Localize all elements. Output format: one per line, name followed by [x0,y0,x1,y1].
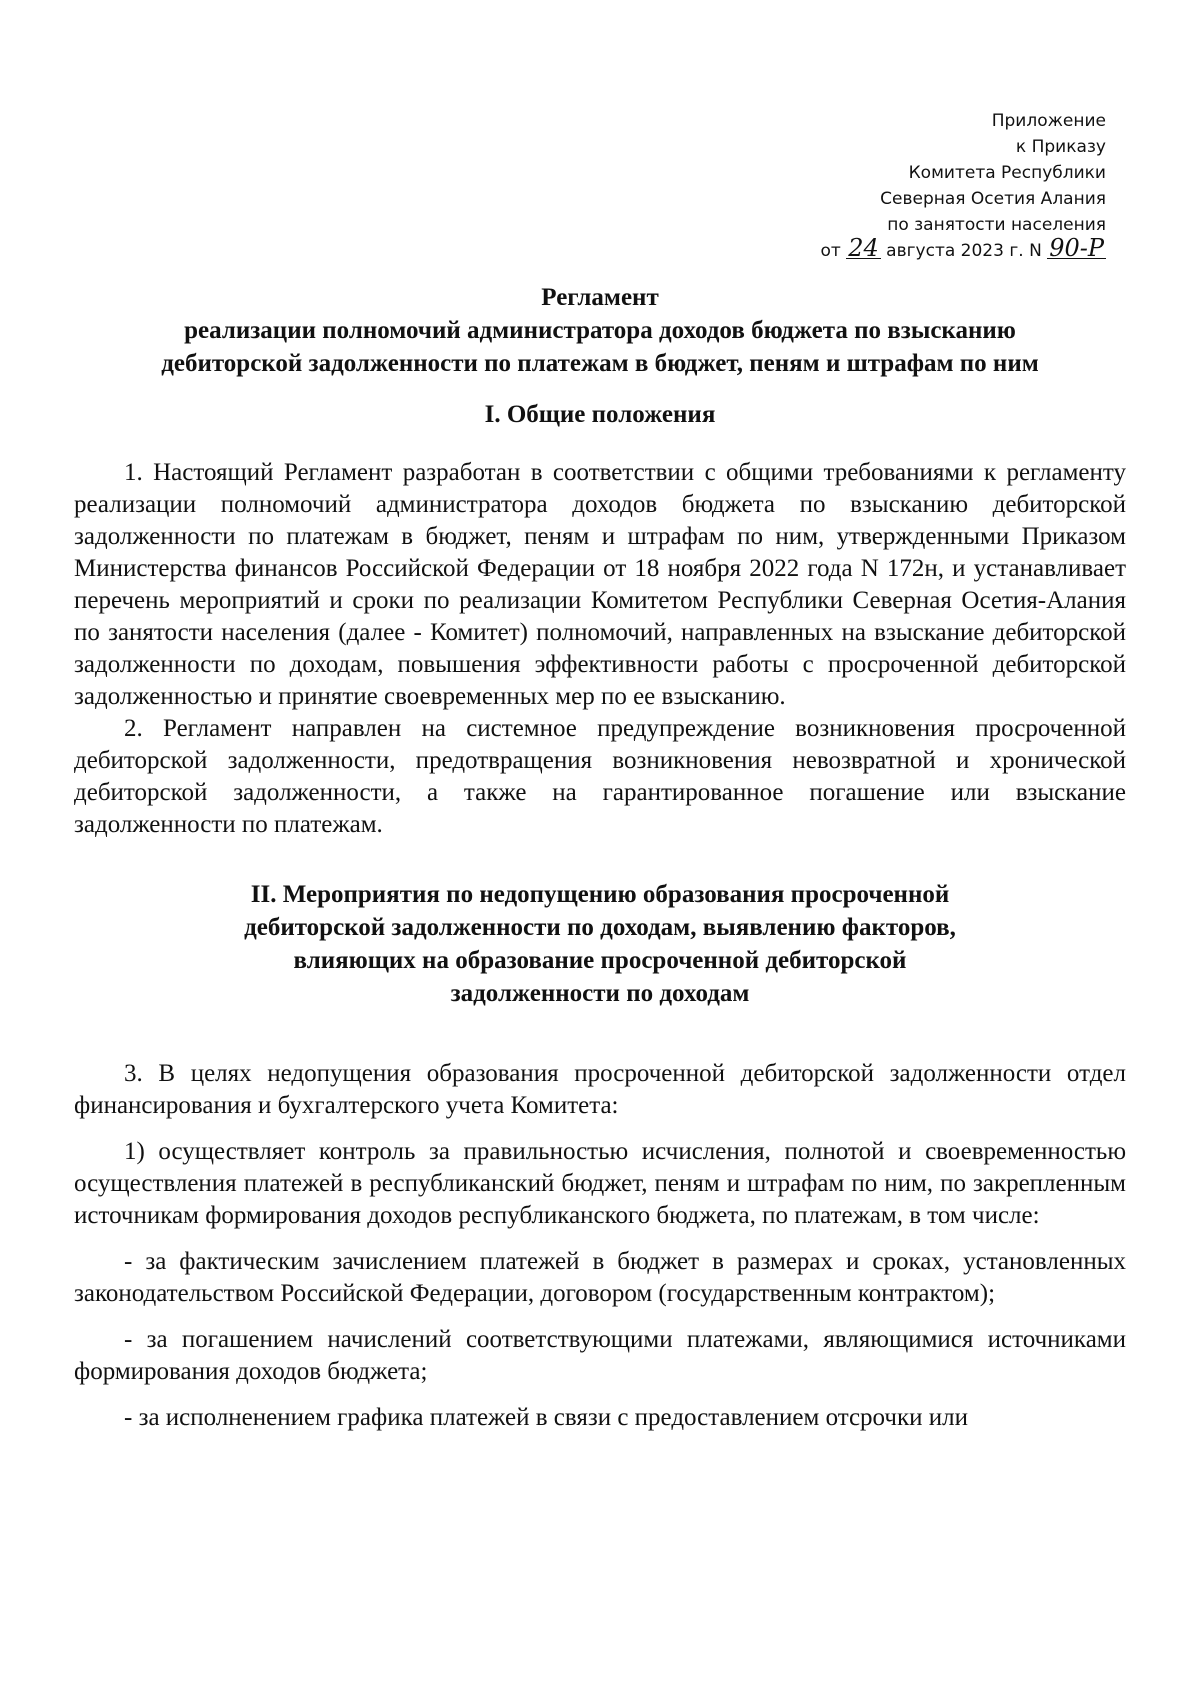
paragraph-1: 1. Настоящий Регламент разработан в соответствии с общими требованиями к регламенту реализации полномочий администратора доходов бюджета по взысканию дебиторской задолженности по платежам в бюджет, пеням и штрафам по ним, утвержденными Приказом Министерства финансов Российской Федерации от 18 ноября 2022 года N 172н, и устанавливает перечень мероприятий и сроки по реализации Комитетом Республики Северная Осетия-Алания по занятости населения (далее - Комитет) полномочий, направленных на взыскание дебиторской задолженности по доходам, повышения эффективности работы с просроченной дебиторской задолженностью и принятие своевременных мер по ее взысканию. [74,459,1126,710]
title-line: дебиторской задолженности по платежам в бюджет, пеням и штрафам по ним [161,350,1039,377]
paragraph-5: - за фактическим зачислением платежей в бюджет в размерах и сроках, установленных законодательством Российской Федерации, договором (государственным контрактом); [74,1248,1126,1307]
handwritten-order-number: 90-Р [1049,234,1104,262]
section-1-body [74,457,1126,841]
heading-line: дебиторской задолженности по доходам, выявлению факторов, [244,914,956,941]
paragraph-3: 3. В целях недопущения образования просроченной дебиторской задолженности отдел финансирования и бухгалтерского учета Комитета: [74,1060,1126,1119]
title-line: реализации полномочий администратора доходов бюджета по взысканию [184,317,1016,344]
heading-line: задолженности по доходам [450,980,750,1007]
appendix-line: Северная Осетия Алания [880,189,1106,209]
section-1-heading: I. Общие положения [484,401,716,428]
date-prefix: от [820,241,841,261]
appendix-date-line [686,234,1106,264]
paragraph-4: 1) осуществляет контроль за правильностью исчисления, полнотой и своевременностью осуществления платежей в республиканский бюджет, пеням и штрафам по ним, по закрепленным источникам формирования доходов республиканского бюджета, по платежам, в том числе: [74,1138,1126,1229]
paragraph-6: - за погашением начислений соответствующими платежами, являющимися источниками формирования доходов бюджета; [74,1326,1126,1385]
title-line: Регламент [541,284,659,311]
section-2-heading [74,878,1126,1010]
appendix-line: по занятости населения [887,215,1106,235]
heading-line: II. Мероприятия по недопущению образования просроченной [250,881,950,908]
heading-line: влияющих на образование просроченной дебиторской [293,947,907,974]
appendix-line: Комитета Республики [908,163,1106,183]
paragraph-7: - за исполненением графика платежей в связи с предоставлением отсрочки или [124,1404,968,1431]
section-2-body [74,1058,1126,1434]
paragraph-2: 2. Регламент направлен на системное предупреждение возникновения просроченной дебиторской задолженности, предотвращения возникновения невозвратной и хронической дебиторской задолженности, а также на гарантированное погашение или взыскание задолженности по платежам. [74,715,1126,838]
handwritten-day: 24 [848,234,879,262]
appendix-line: Приложение [991,111,1106,131]
date-rest: августа 2023 г. N [886,241,1042,261]
appendix-line: к Приказу [1015,137,1106,157]
appendix-block [686,108,1106,264]
document-title [74,281,1126,380]
